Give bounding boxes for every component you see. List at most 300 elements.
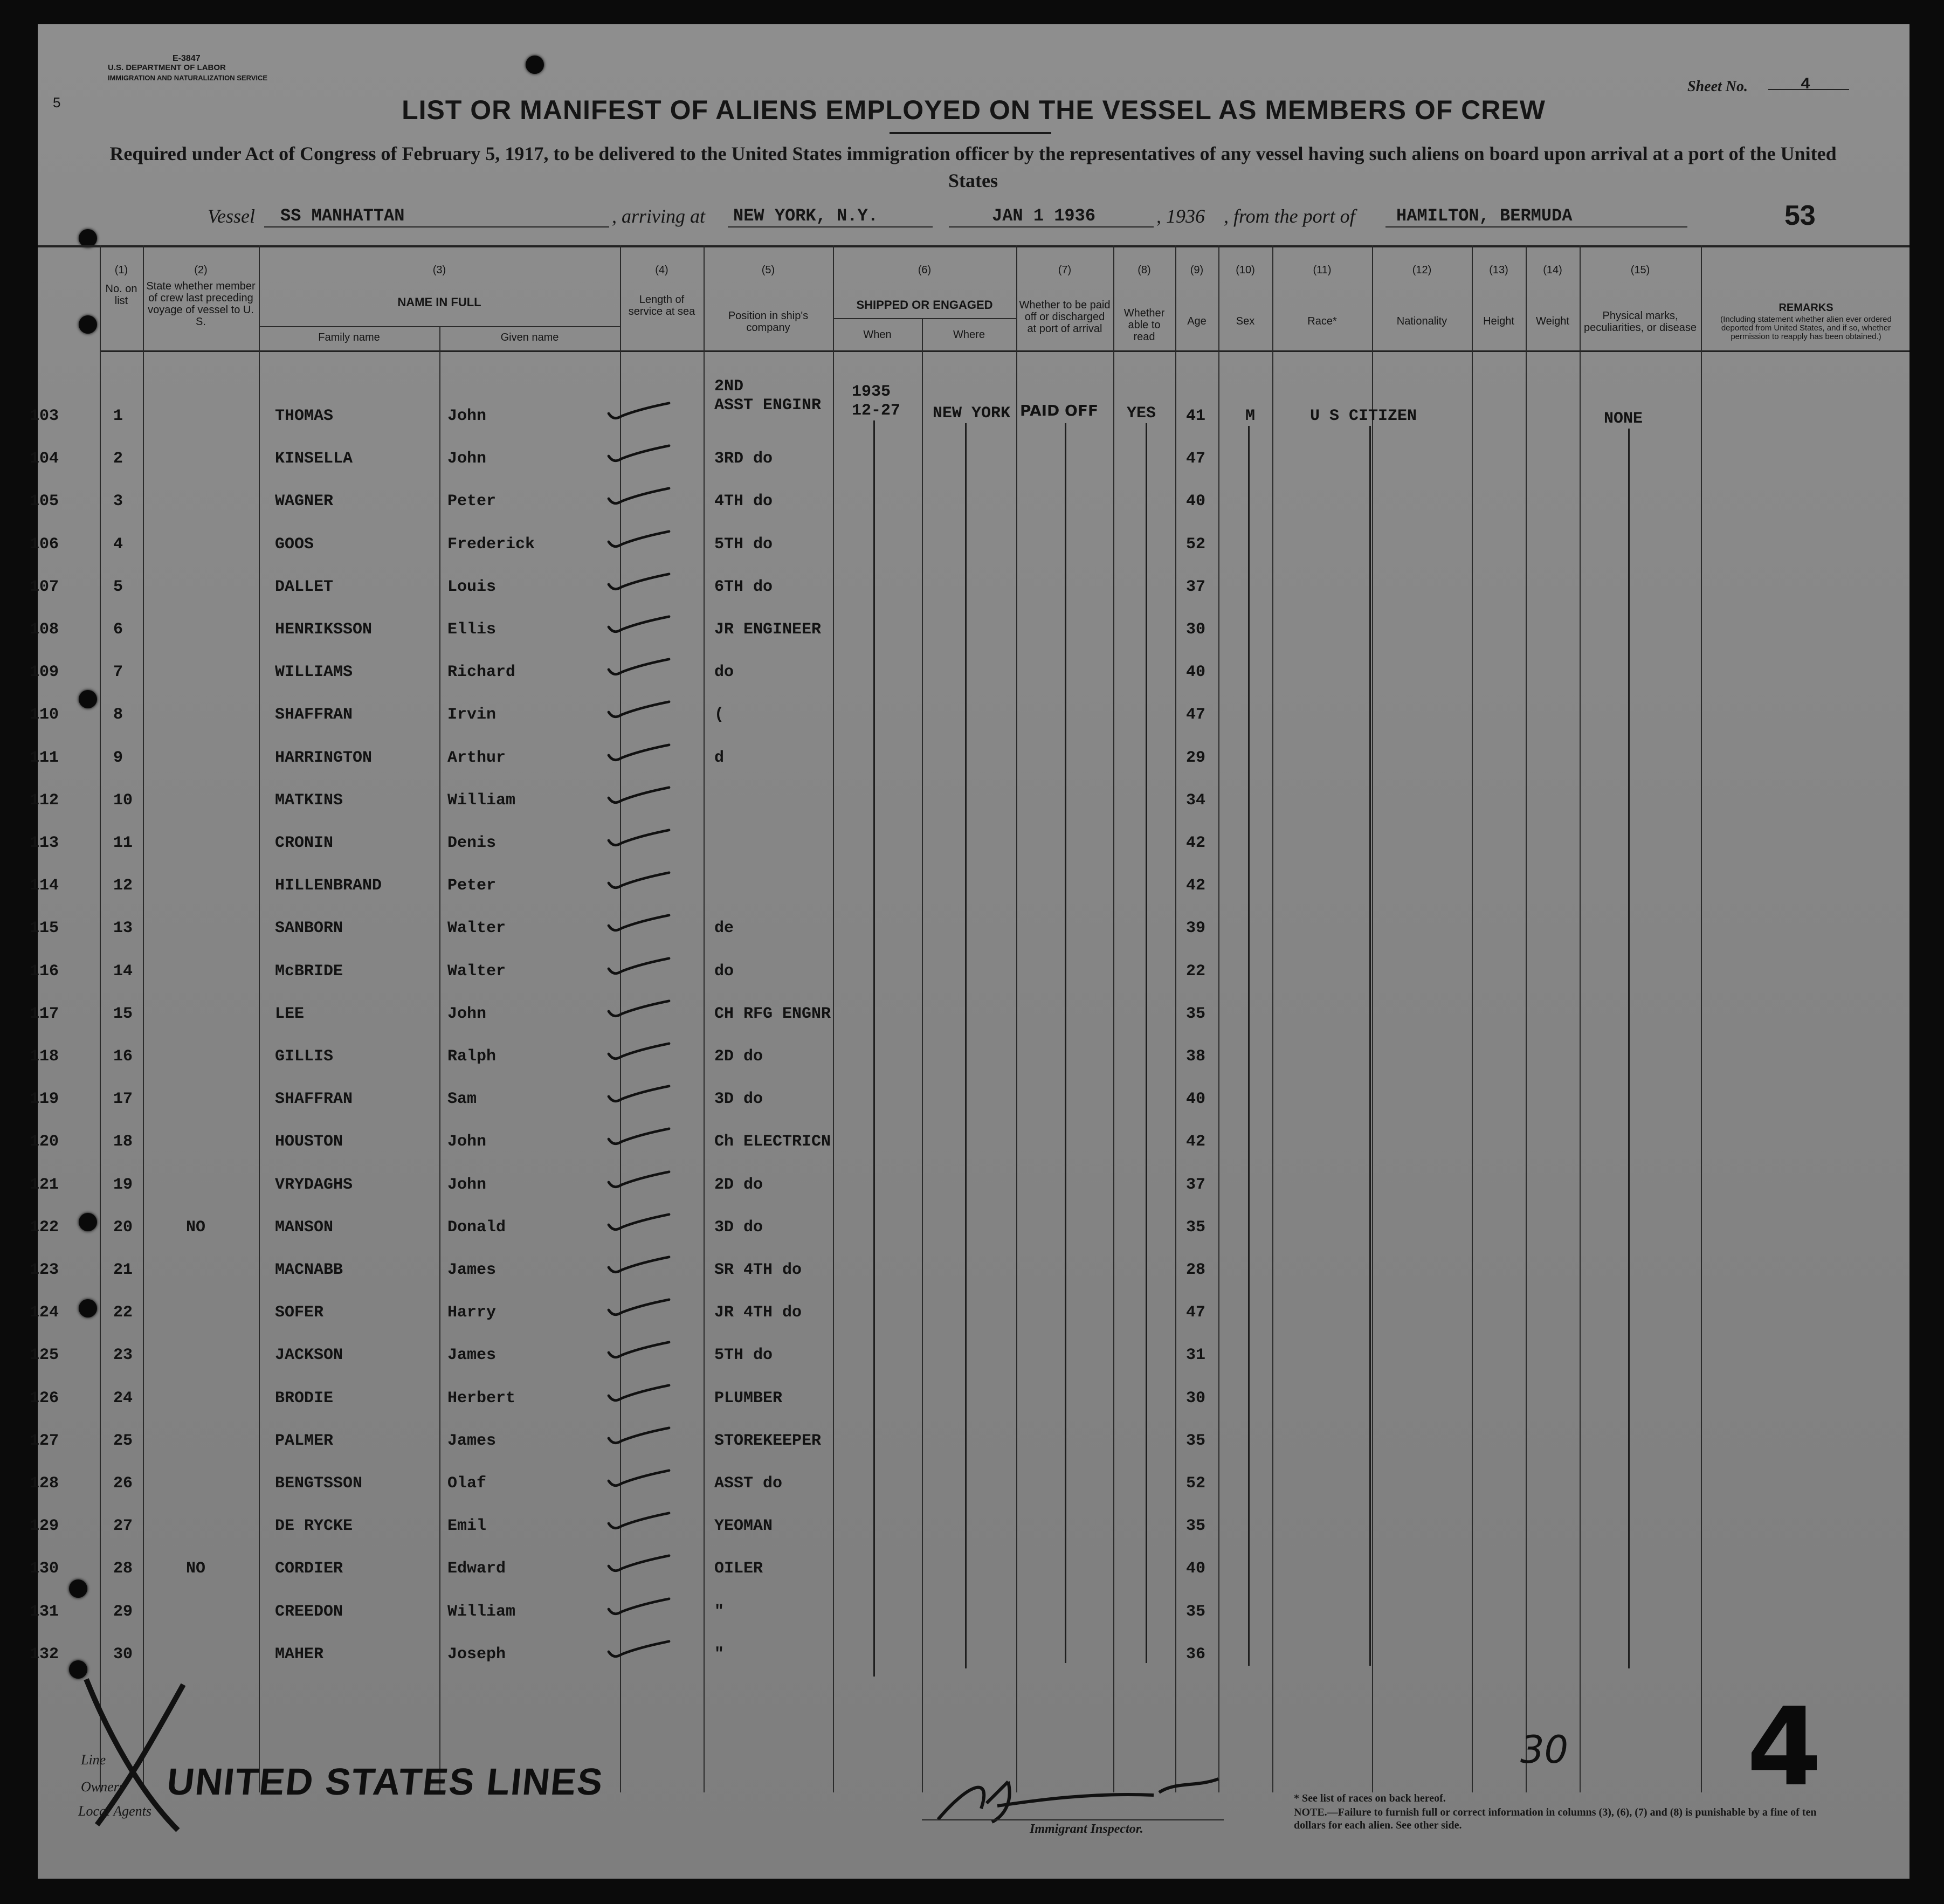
punch-hole [79,1213,97,1231]
check-mark [598,785,679,806]
position: 3RD do [714,450,773,468]
age: 37 [1186,578,1206,596]
punch-hole [79,315,97,334]
list-number: 26 [113,1474,133,1493]
position: YEOMAN [714,1517,773,1535]
nationality-value: U S CITIZEN [1310,407,1417,425]
given-name: William [447,1603,516,1621]
family-name: VRYDAGHS [275,1176,353,1194]
age: 38 [1186,1047,1206,1066]
list-number: 9 [113,749,123,767]
check-mark [598,614,679,636]
shipped-subheader-rule [833,318,1016,319]
family-name: GOOS [275,535,314,554]
ditto-line [1065,423,1066,1663]
able-to-read: YES [1127,404,1156,423]
col-number: (14) [1543,264,1562,276]
family-name: SHAFFRAN [275,706,353,724]
col-divider [833,245,834,1792]
given-name: John [447,1133,487,1151]
check-mark [598,443,679,465]
family-name: GILLIS [275,1047,334,1066]
family-name: KINSELLA [275,450,353,468]
col-header-weight: Weight [1536,315,1569,327]
list-number: 14 [113,962,133,981]
shipped-when-date: 12-27 [852,402,901,420]
col-number: (6) [918,264,932,276]
position: 3D do [714,1218,763,1237]
manifest-sheet [30,24,1909,1879]
list-number: 11 [113,834,133,852]
col-header-age: Age [1187,315,1207,327]
age: 39 [1186,919,1206,937]
position: ASST do [714,1474,783,1493]
position: OILER [714,1560,763,1578]
position: PLUMBER [714,1389,783,1408]
line-label: Line [81,1752,106,1768]
shipped-when-year: 1935 [852,383,891,401]
check-mark [598,742,679,764]
position: JR 4TH do [714,1303,802,1322]
col-header-when: When [863,329,892,341]
list-number: 2 [113,450,123,468]
col-header-height: Height [1483,315,1514,327]
vessel-label: Vessel [208,205,255,227]
list-number: 18 [113,1133,133,1151]
inspector-label: Immigrant Inspector. [1030,1822,1143,1836]
family-name: DALLET [275,578,334,596]
family-name: CREEDON [275,1603,343,1621]
given-name: Sam [447,1090,477,1108]
physical-marks-value: NONE [1604,410,1643,428]
given-name: Frederick [447,535,535,554]
age: 29 [1186,749,1206,767]
position: 2D do [714,1047,763,1066]
age: 47 [1186,1303,1206,1322]
family-name: HENRIKSSON [275,620,373,639]
age: 47 [1186,706,1206,724]
list-number: 7 [113,663,123,681]
age: 42 [1186,877,1206,895]
check-mark [598,1041,679,1063]
list-number: 17 [113,1090,133,1108]
given-name: Olaf [447,1474,487,1493]
list-number: 13 [113,919,133,937]
check-mark [598,529,679,550]
col-number: (13) [1489,264,1508,276]
position: de [714,919,734,937]
given-name: Louis [447,578,497,596]
family-name: CORDIER [275,1560,343,1578]
list-number: 10 [113,791,133,810]
list-number: 6 [113,620,123,639]
position: SR 4TH do [714,1261,802,1279]
col-number: (9) [1190,264,1204,276]
col-divider [1580,245,1581,1792]
family-name: PALMER [275,1432,334,1450]
col-header-shipped: SHIPPED OR ENGAGED [856,298,993,312]
age: 22 [1186,962,1206,981]
given-name: Ellis [447,620,497,639]
family-name: BENGTSSON [275,1474,363,1493]
margin-entry-number: 107 [30,578,59,596]
col-divider [922,318,923,1792]
age: 28 [1186,1261,1206,1279]
margin-entry-number: 129 [30,1517,59,1535]
given-name: Joseph [447,1645,506,1664]
col-header-sex: Sex [1236,315,1255,327]
margin-entry-number: 117 [30,1005,59,1023]
check-mark [598,1126,679,1148]
age: 35 [1186,1218,1206,1237]
margin-entry-number: 122 [30,1218,59,1237]
margin-entry-number: 126 [30,1389,59,1408]
header-bottom-border [100,350,1909,352]
margin-entry-number: 111 [30,749,59,767]
company-stamp: UNITED STATES LINES [164,1761,606,1803]
margin-entry-number: 105 [30,492,59,511]
given-name: Richard [447,663,516,681]
list-number: 20 [113,1218,133,1237]
col-number: (15) [1630,264,1650,276]
check-mark [598,1297,679,1319]
sheet-label: Sheet No. [1687,78,1748,95]
table-top-border [38,245,1909,247]
given-name: James [447,1261,497,1279]
check-mark [598,1425,679,1447]
sheet-number: 4 [1801,75,1811,94]
col-divider [1472,245,1473,1792]
col-header-remarks-note: (Including statement whether alien ever ordered deported from United States, and if so, whether permission to reapply has been obtained.) [1720,315,1892,341]
position: d [714,749,725,767]
col-header-physical: Physical marks, peculiarities, or disease [1584,310,1697,334]
given-name: Ralph [447,1047,497,1066]
page-number: 53 [1784,200,1816,231]
owners-label: Owners [81,1779,125,1795]
vessel-name: SS MANHATTAN [280,206,405,226]
check-mark [598,1340,679,1361]
check-mark [598,1383,679,1404]
from-port: HAMILTON, BERMUDA [1396,206,1573,226]
list-number: 29 [113,1603,133,1621]
given-name: John [447,1176,487,1194]
from-label: , from the port of [1224,205,1355,227]
arriving-label: , arriving at [612,205,706,227]
paid-off-status: PAID OFF [1020,402,1099,419]
check-mark [598,1169,679,1191]
punch-hole [69,1579,87,1598]
margin-entry-number: 108 [30,620,59,639]
position: 5TH do [714,535,773,554]
position: ( [714,706,725,724]
check-mark [598,401,679,422]
check-mark [598,998,679,1020]
age: 52 [1186,535,1206,554]
list-number: 22 [113,1303,133,1322]
margin-entry-number: 106 [30,535,59,554]
col-header-prev-voyage: State whether member of crew last preceding voyage of vessel to U. S. [146,280,256,328]
margin-entry-number: 113 [30,834,59,852]
age: 52 [1186,1474,1206,1493]
margin-entry-number: 118 [30,1047,59,1066]
given-name: Arthur [447,749,506,767]
list-number: 1 [113,407,123,425]
position: do [714,663,734,681]
col-header-family: Family name [318,332,380,343]
given-name: John [447,1005,487,1023]
col-header-service: Length of service at sea [628,294,695,318]
margin-entry-number: 127 [30,1432,59,1450]
given-name: Walter [447,919,506,937]
margin-entry-number: 112 [30,791,59,810]
age: 35 [1186,1517,1206,1535]
age: 40 [1186,492,1206,511]
col-number: (8) [1138,264,1151,276]
col-number: (10) [1236,264,1255,276]
age: 35 [1186,1005,1206,1023]
col-header-no: No. on list [105,283,137,307]
col-divider [1218,245,1219,1792]
col-number: (12) [1412,264,1432,276]
list-number: 19 [113,1176,133,1194]
given-name: Peter [447,492,497,511]
family-name: SOFER [275,1303,324,1322]
check-mark [598,956,679,977]
col-number: (4) [655,264,668,276]
col-header-remarks: REMARKS [1778,302,1833,314]
family-name: MANSON [275,1218,334,1237]
footnote-penalty: NOTE.—Failure to furnish full or correct information in columns (3), (6), (7) and (8) is punishable by a fine of ten dollars for each alien. See other side. [1294,1806,1817,1831]
family-name: LEE [275,1005,305,1023]
list-number: 28 [113,1560,133,1578]
col-divider [259,245,260,1792]
inspector-signature [927,1771,1229,1830]
col-divider [100,245,101,1792]
age: 31 [1186,1346,1206,1364]
footnote-races: * See list of races on back hereof. [1294,1792,1446,1804]
check-mark [598,870,679,892]
arriving-rule [728,226,933,227]
age: 40 [1186,1090,1206,1108]
col-divider [704,245,705,1792]
col-divider [1016,245,1017,1792]
age: 30 [1186,1389,1206,1408]
check-mark [598,1084,679,1105]
given-name: James [447,1432,497,1450]
check-mark [598,1553,679,1575]
age: 40 [1186,1560,1206,1578]
col-divider [1175,245,1176,1792]
position: " [714,1645,725,1664]
punch-hole [526,56,544,74]
check-mark [598,486,679,507]
age: 40 [1186,663,1206,681]
age: 34 [1186,791,1206,810]
margin-entry-number: 120 [30,1133,59,1151]
family-name: SHAFFRAN [275,1090,353,1108]
ditto-line [1369,426,1371,1666]
margin-entry-number: 114 [30,877,59,895]
inspector-rule [922,1819,1224,1820]
position: JR ENGINEER [714,620,822,639]
col-header-where: Where [953,329,985,341]
department-line: U.S. DEPARTMENT OF LABOR [108,63,226,72]
col-number: (1) [114,264,128,276]
family-name: HILLENBRAND [275,877,382,895]
margin-entry-number: 123 [30,1261,59,1279]
check-mark [598,1212,679,1233]
punch-hole [79,229,97,247]
col-number: (2) [194,264,208,276]
list-number: 12 [113,877,133,895]
ditto-line [965,423,967,1668]
given-name: John [447,407,487,425]
family-name: WILLIAMS [275,663,353,681]
family-name: HOUSTON [275,1133,343,1151]
margin-entry-number: 109 [30,663,59,681]
position: STOREKEEPER [714,1432,822,1450]
col-divider [1272,245,1273,1792]
family-name: JACKSON [275,1346,343,1364]
given-name: Denis [447,834,497,852]
col-header-race: Race* [1307,315,1337,327]
shipped-where: NEW YORK [933,404,1011,423]
given-name: William [447,791,516,810]
punch-hole [79,1299,97,1317]
col-number: (5) [761,264,775,276]
list-number: 4 [113,535,123,554]
position: 4TH do [714,492,773,511]
position: 3D do [714,1090,763,1108]
given-name: Donald [447,1218,506,1237]
position: 2D do [714,1176,763,1194]
list-number: 24 [113,1389,133,1408]
list-number: 3 [113,492,123,511]
check-mark [598,1468,679,1489]
title-rule [890,132,1051,134]
date-rule [949,226,1154,227]
col-header-name: NAME IN FULL [397,295,481,309]
ditto-line [1248,426,1250,1666]
margin-entry-number: 104 [30,450,59,468]
col-header-nationality: Nationality [1396,315,1447,327]
arrival-date: JAN 1 1936 [992,206,1096,226]
age: 35 [1186,1432,1206,1450]
position: Ch ELECTRICN [714,1133,831,1151]
form-id: E-3847 [173,54,201,63]
handwritten-sheet-number: 4 [1747,1685,1822,1810]
margin-entry-number: 125 [30,1346,59,1364]
family-name: WAGNER [275,492,334,511]
page-title: LIST OR MANIFEST OF ALIENS EMPLOYED ON THE VESSEL AS MEMBERS OF CREW [402,95,1546,125]
position: 5TH do [714,1346,773,1364]
previous-voyage: NO [186,1218,206,1237]
family-name: SANBORN [275,919,343,937]
check-mark [598,1596,679,1618]
ditto-line [873,420,875,1677]
check-mark [598,699,679,721]
list-number: 27 [113,1517,133,1535]
check-mark [598,827,679,849]
arriving-port: NEW YORK, N.Y. [733,206,878,226]
margin-entry-number: 131 [30,1603,59,1621]
local-agents-label: Local Agents [78,1803,152,1819]
family-name: MACNABB [275,1261,343,1279]
col-header-paid-off: Whether to be paid off or discharged at port of arrival [1019,299,1111,335]
check-mark [598,571,679,593]
col-number: (7) [1058,264,1072,276]
check-mark [598,1254,679,1276]
list-number: 8 [113,706,123,724]
from-rule [1385,226,1687,227]
punch-hole [79,690,97,708]
list-number: 30 [113,1645,133,1664]
given-name: Harry [447,1303,497,1322]
given-name: Emil [447,1517,487,1535]
given-name: John [447,450,487,468]
age: 41 [1186,407,1206,425]
family-name: THOMAS [275,407,334,425]
position: " [714,1603,725,1621]
given-name: Irvin [447,706,497,724]
ditto-line [1628,429,1630,1668]
family-name: BRODIE [275,1389,334,1408]
age: 42 [1186,834,1206,852]
row1-position-line1: 2ND [714,377,744,396]
page-subtitle: Required under Act of Congress of February 5, 1917, to be delivered to the United States immigration officer by the representatives of any vessel having such aliens on board upon arrival at a port of the United States [109,143,1837,191]
row1-position-line2: ASST ENGINR [714,396,822,415]
check-mark [598,1639,679,1660]
service-line: IMMIGRATION AND NATURALIZATION SERVICE [108,74,268,82]
margin-entry-number: 132 [30,1645,59,1664]
age: 37 [1186,1176,1206,1194]
col-header-position: Position in ship's company [728,310,809,334]
margin-entry-number: 124 [30,1303,59,1322]
check-mark [598,657,679,678]
list-number: 16 [113,1047,133,1066]
family-name: MAHER [275,1645,324,1664]
year-label: , 1936 [1156,205,1205,227]
margin-entry-number: 121 [30,1176,59,1194]
given-name: Peter [447,877,497,895]
col-header-read: Whether able to read [1123,307,1165,343]
position: CH RFG ENGNR [714,1005,831,1023]
col-divider [1526,245,1527,1792]
margin-entry-number: 116 [30,962,59,981]
list-number: 25 [113,1432,133,1450]
col-divider [1113,245,1114,1792]
family-name: MATKINS [275,791,343,810]
list-number: 5 [113,578,123,596]
age: 36 [1186,1645,1206,1664]
age: 35 [1186,1603,1206,1621]
margin-entry-number: 115 [30,919,59,937]
list-number: 21 [113,1261,133,1279]
margin-entry-number: 128 [30,1474,59,1493]
family-name: CRONIN [275,834,334,852]
given-name: Herbert [447,1389,516,1408]
sex-value: M [1245,407,1256,425]
col-number: (3) [432,264,446,276]
vessel-rule [264,226,609,227]
given-name: Walter [447,962,506,981]
col-divider [1701,245,1702,1792]
col-divider [1372,245,1373,1792]
corner-mark: 5 [53,94,61,111]
list-number: 23 [113,1346,133,1364]
ditto-line [1146,423,1147,1663]
margin-entry-number: 110 [30,706,59,724]
